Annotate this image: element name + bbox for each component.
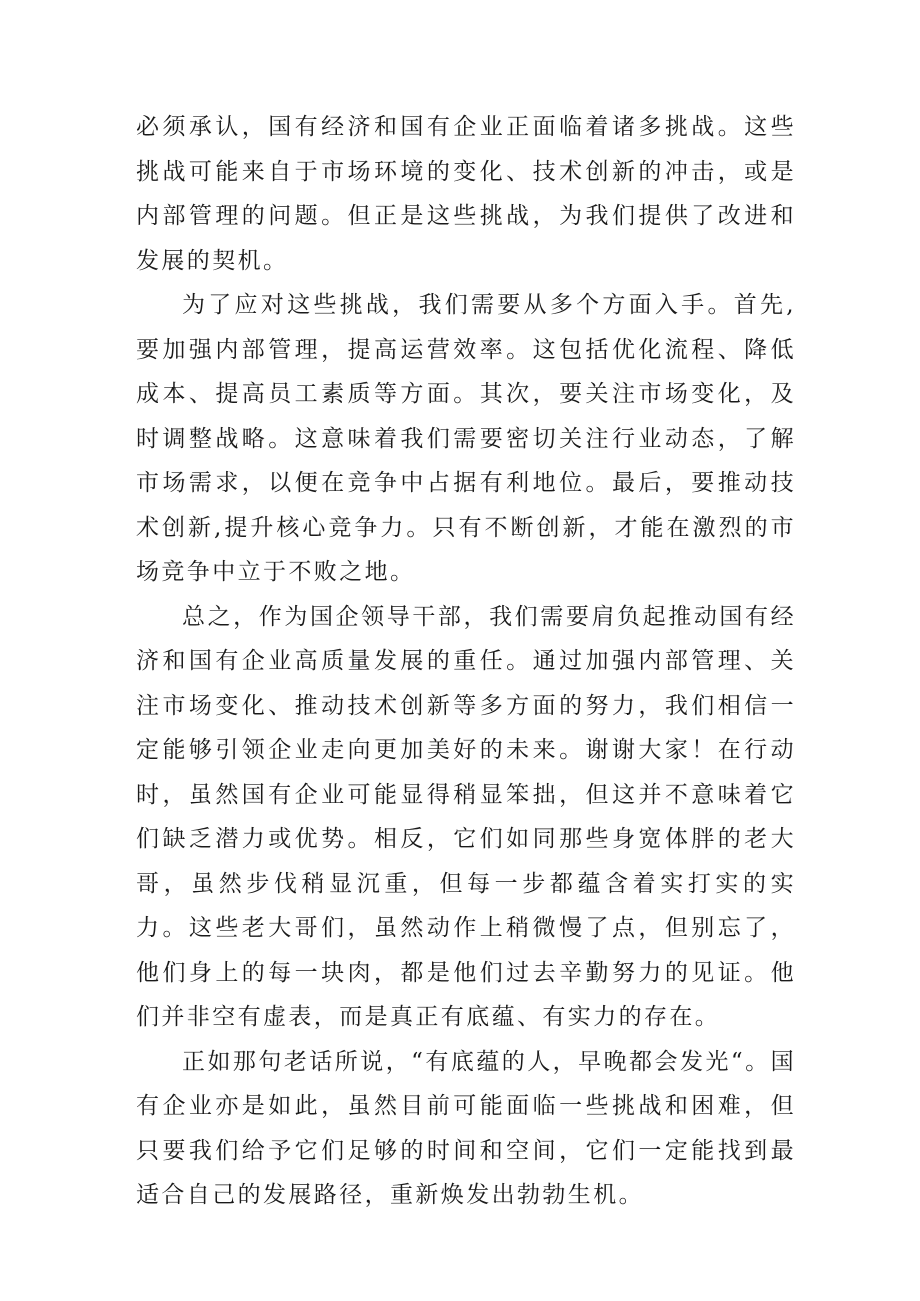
paragraph-4: 正如那句老话所说，“有底蕴的人，早晚都会发光“。国有企业亦是如此，虽然目前可能面临一些挑战和困难，但只要我们给予它们足够的时间和空间，它们一定能找到最适合自己的发展路径，重新焕发出勃勃生机。 xyxy=(136,1048,796,1208)
paragraph-3: 总之，作为国企领导干部，我们需要肩负起推动国有经济和国有企业高质量发展的重任。通过加强内部管理、关注市场变化、推动技术创新等多方面的努力，我们相信一定能够引领企业走向更加美好的未来。谢谢大家！在行动时，虽然国有企业可能显得稍显笨拙，但这并不意味着它们缺乏潜力或优势。相反，它们如同那些身宽体胖的老大哥，虽然步伐稍显沉重，但每一步都蕴含着实打实的实力。这些老大哥们，虽然动作上稍微慢了点，但别忘了，他们身上的每一块肉，都是他们过去辛勤努力的见证。他们并非空有虚表，而是真正有底蕴、有实力的存在。 xyxy=(136,603,796,1030)
paragraph-1: 必须承认，国有经济和国有企业正面临着诸多挑战。这些挑战可能来自于市场环境的变化、技术创新的冲击，或是内部管理的问题。但正是这些挑战，为我们提供了改进和发展的契机。 xyxy=(136,114,796,274)
document-body xyxy=(136,105,796,1218)
paragraph-2: 为了应对这些挑战，我们需要从多个方面入手。首先,要加强内部管理，提高运营效率。这包括优化流程、降低成本、提高员工素质等方面。其次，要关注市场变化，及时调整战略。这意味着我们需要密切关注行业动态，了解市场需求，以便在竞争中占据有利地位。最后，要推动技术创新,提升核心竞争力。只有不断创新，才能在激烈的市场竞争中立于不败之地。 xyxy=(136,292,796,585)
